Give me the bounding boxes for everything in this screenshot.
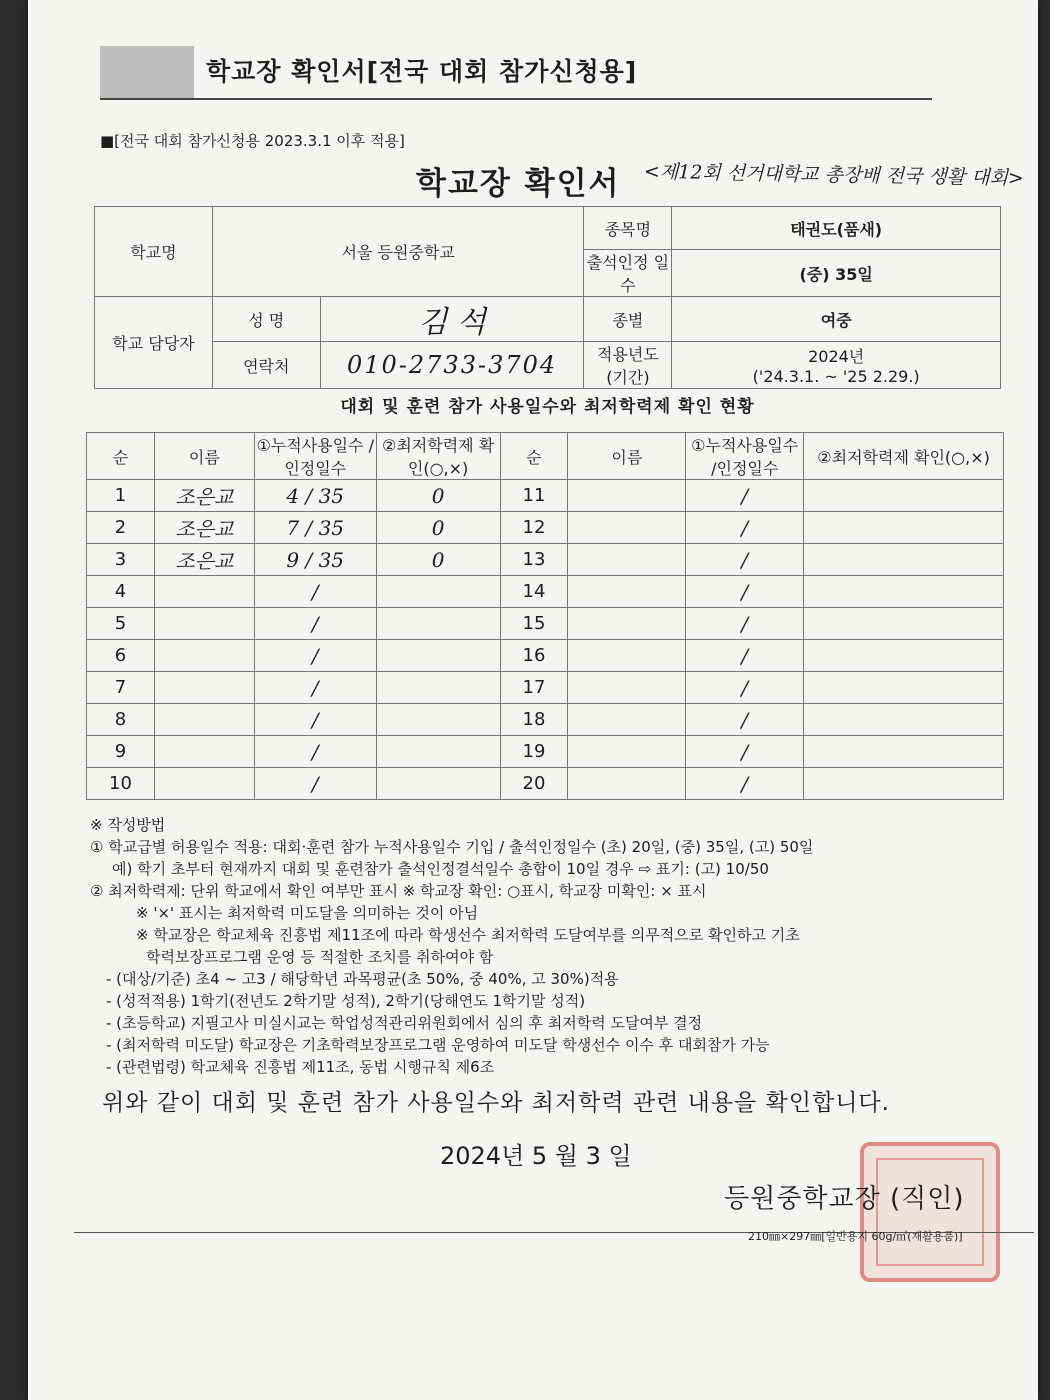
header-no-2: 순 <box>500 433 568 480</box>
row-number-2: 20 <box>500 768 568 800</box>
name-label: 성 명 <box>212 297 320 342</box>
days-used-2: / <box>686 480 804 512</box>
student-name-2 <box>568 672 686 704</box>
student-name <box>154 640 254 672</box>
student-name <box>154 736 254 768</box>
academic-check-2 <box>804 576 1004 608</box>
row-number-2: 13 <box>500 544 568 576</box>
days-used: / <box>254 736 376 768</box>
event-value: 태권도(품새) <box>672 207 1001 250</box>
year-period: ('24.3.1. ~ '25 2.29.) <box>752 367 920 386</box>
row-number: 3 <box>87 544 155 576</box>
academic-check-2 <box>804 480 1004 512</box>
note-1a: ① 학교급별 허용일수 적용: 대회·훈련 참가 누적사용일수 기입 / 출석인정일수 (초) 20일, (중) 35일, (고) 50일 <box>90 838 814 856</box>
student-name <box>154 704 254 736</box>
row-number-2: 18 <box>500 704 568 736</box>
note-d3: - (초등학교) 지필고사 미실시교는 학업성적관리위원회에서 심의 후 최저학력 도달여부 결정 <box>106 1014 703 1032</box>
academic-check <box>376 704 500 736</box>
row-number-2: 12 <box>500 512 568 544</box>
header-days: ①누적사용일수 /인정일수 <box>254 433 376 480</box>
header-name: 이름 <box>154 433 254 480</box>
contact-label: 학교 담당자 <box>95 297 213 389</box>
year-label: 적용년도 (기간) <box>584 342 672 389</box>
attend-label: 출석인정 일수 <box>584 250 672 297</box>
table-row <box>87 672 1004 704</box>
student-name-2 <box>568 736 686 768</box>
school-name: 서울 등원중학교 <box>212 207 584 297</box>
notes-heading: ※ 작성방법 <box>90 816 166 834</box>
student-name <box>154 576 254 608</box>
table-row <box>87 704 1004 736</box>
academic-check <box>376 672 500 704</box>
academic-check-2 <box>804 736 1004 768</box>
student-name-2 <box>568 704 686 736</box>
days-used: / <box>254 768 376 800</box>
academic-check <box>376 576 500 608</box>
table-row <box>87 768 1004 800</box>
name-value: 김 석 <box>320 297 584 342</box>
row-number: 7 <box>87 672 155 704</box>
row-number: 8 <box>87 704 155 736</box>
row-number-2: 15 <box>500 608 568 640</box>
academic-check <box>376 768 500 800</box>
row-number: 4 <box>87 576 155 608</box>
header-check-2: ②최저학력제 확인(○,×) <box>804 433 1004 480</box>
participation-rows <box>87 480 1004 800</box>
category-label: 종별 <box>584 297 672 342</box>
note-d1: - (대상/기준) 초4 ~ 고3 / 해당학년 과목평균(초 50%, 중 40%, 고 30%)적용 <box>106 970 619 988</box>
banner-title: 학교장 확인서[전국 대회 참가신청용] <box>206 57 638 86</box>
note-1b: 예) 학기 초부터 현재까지 대회 및 훈련참가 출석인정결석일수 총합이 10일 경우 ⇨ 표기: (고) 10/50 <box>112 860 769 878</box>
row-number: 2 <box>87 512 155 544</box>
days-used-2: / <box>686 736 804 768</box>
info-table <box>94 206 1001 389</box>
school-label: 학교명 <box>95 207 213 297</box>
table-row <box>87 608 1004 640</box>
document-title: 학교장 확인서 <box>416 166 621 202</box>
row-number-2: 16 <box>500 640 568 672</box>
row-number-2: 17 <box>500 672 568 704</box>
table-row <box>87 512 1004 544</box>
academic-check: 0 <box>376 544 500 576</box>
days-used-2: / <box>686 512 804 544</box>
student-name-2 <box>568 608 686 640</box>
header-name-2: 이름 <box>568 433 686 480</box>
note-2c: ※ 학교장은 학교체육 진흥법 제11조에 따라 학생선수 최저학력 도달여부를 의무적으로 확인하고 기초 <box>136 926 800 944</box>
student-name-2 <box>568 768 686 800</box>
days-used-2: / <box>686 768 804 800</box>
table-row <box>87 736 1004 768</box>
days-used: / <box>254 672 376 704</box>
academic-check-2 <box>804 512 1004 544</box>
note-d4: - (최저학력 미도달) 학교장은 기초학력보장프로그램 운영하여 미도달 학생선수 이수 후 대회참가 가능 <box>106 1036 770 1054</box>
note-2a: ② 최저학력제: 단위 학교에서 확인 여부만 표시 ※ 학교장 확인: ○표시, 학교장 미확인: × 표시 <box>90 882 707 900</box>
academic-check: 0 <box>376 480 500 512</box>
paper-spec: 210㎜×297㎜[일반용지 60g/㎡(재활용품)] <box>748 1230 963 1243</box>
principal-signature-line: 등원중학교장 (직인) <box>724 1184 965 1214</box>
row-number-2: 11 <box>500 480 568 512</box>
student-name-2 <box>568 480 686 512</box>
student-name <box>154 672 254 704</box>
student-name-2 <box>568 544 686 576</box>
student-name <box>154 608 254 640</box>
academic-check <box>376 736 500 768</box>
days-used: / <box>254 608 376 640</box>
academic-check <box>376 608 500 640</box>
handwritten-title-note: <제12회 선거대학교 총장배 전국 생활 대회> <box>643 160 1025 190</box>
table-row <box>87 544 1004 576</box>
phone-value: 010-2733-3704 <box>320 342 584 389</box>
academic-check-2 <box>804 768 1004 800</box>
row-number: 5 <box>87 608 155 640</box>
academic-check-2 <box>804 640 1004 672</box>
banner-gray-box <box>100 46 194 98</box>
year-cell <box>672 342 1001 389</box>
student-name: 조은교 <box>154 512 254 544</box>
row-number-2: 19 <box>500 736 568 768</box>
form-code: ■[전국 대회 참가신청용 2023.3.1 이후 적용] <box>100 132 405 150</box>
student-name-2 <box>568 512 686 544</box>
confirmation-statement: 위와 같이 대회 및 훈련 참가 사용일수와 최저학력 관련 내용을 확인합니다. <box>102 1090 890 1116</box>
note-2d: 학력보장프로그램 운영 등 적절한 조치를 취하여야 함 <box>146 948 494 966</box>
table-row <box>87 576 1004 608</box>
banner-divider <box>100 98 932 100</box>
header-days-2: ①누적사용일수 /인정일수 <box>686 433 804 480</box>
table-row <box>87 640 1004 672</box>
phone-label: 연락처 <box>212 342 320 389</box>
days-used-2: / <box>686 576 804 608</box>
note-d5: - (관련법령) 학교체육 진흥법 제11조, 동법 시행규칙 제6조 <box>106 1058 495 1076</box>
days-used: 9 / 35 <box>254 544 376 576</box>
student-name-2 <box>568 640 686 672</box>
section-title: 대회 및 훈련 참가 사용일수와 최저학력제 확인 현황 <box>340 397 755 417</box>
header-check: ②최저학력제 확인(○,×) <box>376 433 500 480</box>
row-number: 1 <box>87 480 155 512</box>
student-name: 조은교 <box>154 480 254 512</box>
participation-table <box>86 432 1004 800</box>
row-number: 9 <box>87 736 155 768</box>
student-name-2 <box>568 576 686 608</box>
note-d2: - (성적적용) 1학기(전년도 2학기말 성적), 2학기(당해연도 1학기말 성적) <box>106 992 586 1010</box>
row-number: 6 <box>87 640 155 672</box>
academic-check-2 <box>804 704 1004 736</box>
academic-check: 0 <box>376 512 500 544</box>
document-page <box>28 0 1038 1400</box>
student-name <box>154 768 254 800</box>
days-used: / <box>254 640 376 672</box>
days-used-2: / <box>686 640 804 672</box>
academic-check-2 <box>804 672 1004 704</box>
days-used: 4 / 35 <box>254 480 376 512</box>
days-used-2: / <box>686 544 804 576</box>
category-value: 여중 <box>672 297 1001 342</box>
academic-check <box>376 640 500 672</box>
header-no: 순 <box>87 433 155 480</box>
event-label: 종목명 <box>584 207 672 250</box>
academic-check-2 <box>804 544 1004 576</box>
row-number-2: 14 <box>500 576 568 608</box>
academic-check-2 <box>804 608 1004 640</box>
days-used: / <box>254 576 376 608</box>
instructions <box>90 814 1020 1078</box>
days-used-2: / <box>686 672 804 704</box>
year-value: 2024년 <box>808 347 865 366</box>
days-used-2: / <box>686 608 804 640</box>
days-used-2: / <box>686 704 804 736</box>
issue-date: 2024년 5 월 3 일 <box>440 1142 632 1170</box>
days-used: 7 / 35 <box>254 512 376 544</box>
note-2b: ※ '×' 표시는 최저학력 미도달을 의미하는 것이 아님 <box>136 904 479 922</box>
attend-value: (중) 35일 <box>672 250 1001 297</box>
table-row <box>87 480 1004 512</box>
student-name: 조은교 <box>154 544 254 576</box>
days-used: / <box>254 704 376 736</box>
row-number: 10 <box>87 768 155 800</box>
